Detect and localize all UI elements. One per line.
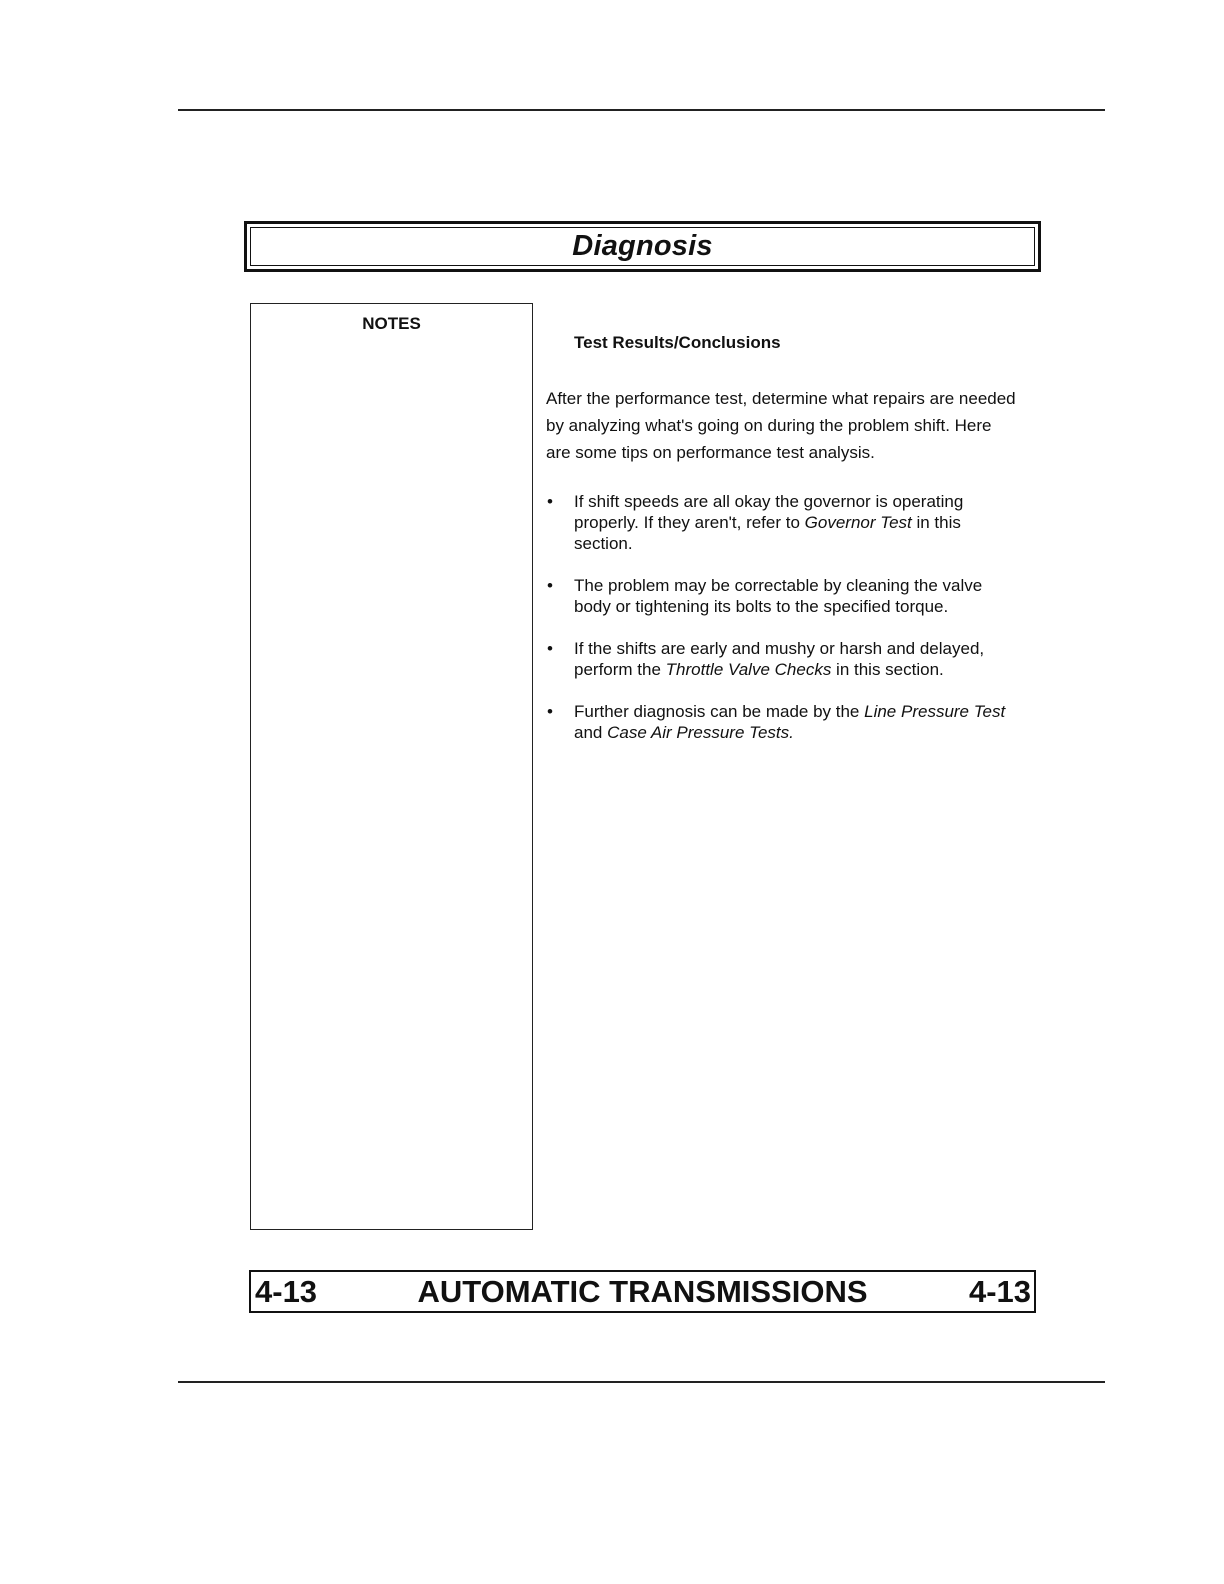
intro-paragraph: After the performance test, determine what repairs are needed by analyzing what's going on during the problem shift. Here are some tips on performance test analysis.	[546, 389, 1016, 462]
notes-label: NOTES	[362, 314, 421, 333]
bottom-rule	[178, 1381, 1105, 1383]
tips-list	[546, 491, 1021, 764]
footer-page-number-left: 4-13	[255, 1274, 318, 1309]
top-rule	[178, 109, 1105, 111]
list-item	[546, 638, 1021, 680]
bullet-text: in this section.	[831, 660, 944, 679]
bullet-icon: •	[547, 702, 553, 721]
list-item	[546, 701, 1021, 743]
section-heading: Test Results/Conclusions	[574, 333, 781, 352]
bullet-text: in this section.	[574, 513, 961, 553]
bullet-icon: •	[547, 639, 553, 658]
page-title: Diagnosis	[572, 230, 713, 262]
section-title-inner	[250, 227, 1035, 266]
bullet-emphasis: Case Air Pressure Tests.	[607, 723, 794, 742]
footer-page-number-right: 4-13	[968, 1274, 1031, 1309]
notes-panel	[250, 303, 533, 1230]
bullet-emphasis: Governor Test	[804, 513, 912, 532]
bullet-icon: •	[547, 576, 553, 595]
bullet-text: Further diagnosis can be made by the	[574, 702, 865, 721]
bullet-emphasis: Line Pressure Test	[864, 702, 1006, 721]
page-footer	[249, 1270, 1036, 1313]
list-item	[546, 575, 1021, 617]
list-item	[546, 491, 1021, 554]
bullet-icon: •	[547, 492, 553, 511]
bullet-text: If the shifts are early and mushy or harsh and delayed, perform the	[574, 639, 985, 679]
section-title-box	[244, 221, 1041, 272]
bullet-emphasis: Throttle Valve Checks	[665, 660, 832, 679]
footer-section-title: AUTOMATIC TRANSMISSIONS	[417, 1274, 868, 1309]
bullet-text: If shift speeds are all okay the governor is operating properly. If they aren't, refer to	[574, 492, 964, 532]
bullet-text: The problem may be correctable by cleaning the valve body or tightening its bolts to the specified torque.	[574, 576, 983, 616]
bullet-text: and	[574, 723, 608, 742]
